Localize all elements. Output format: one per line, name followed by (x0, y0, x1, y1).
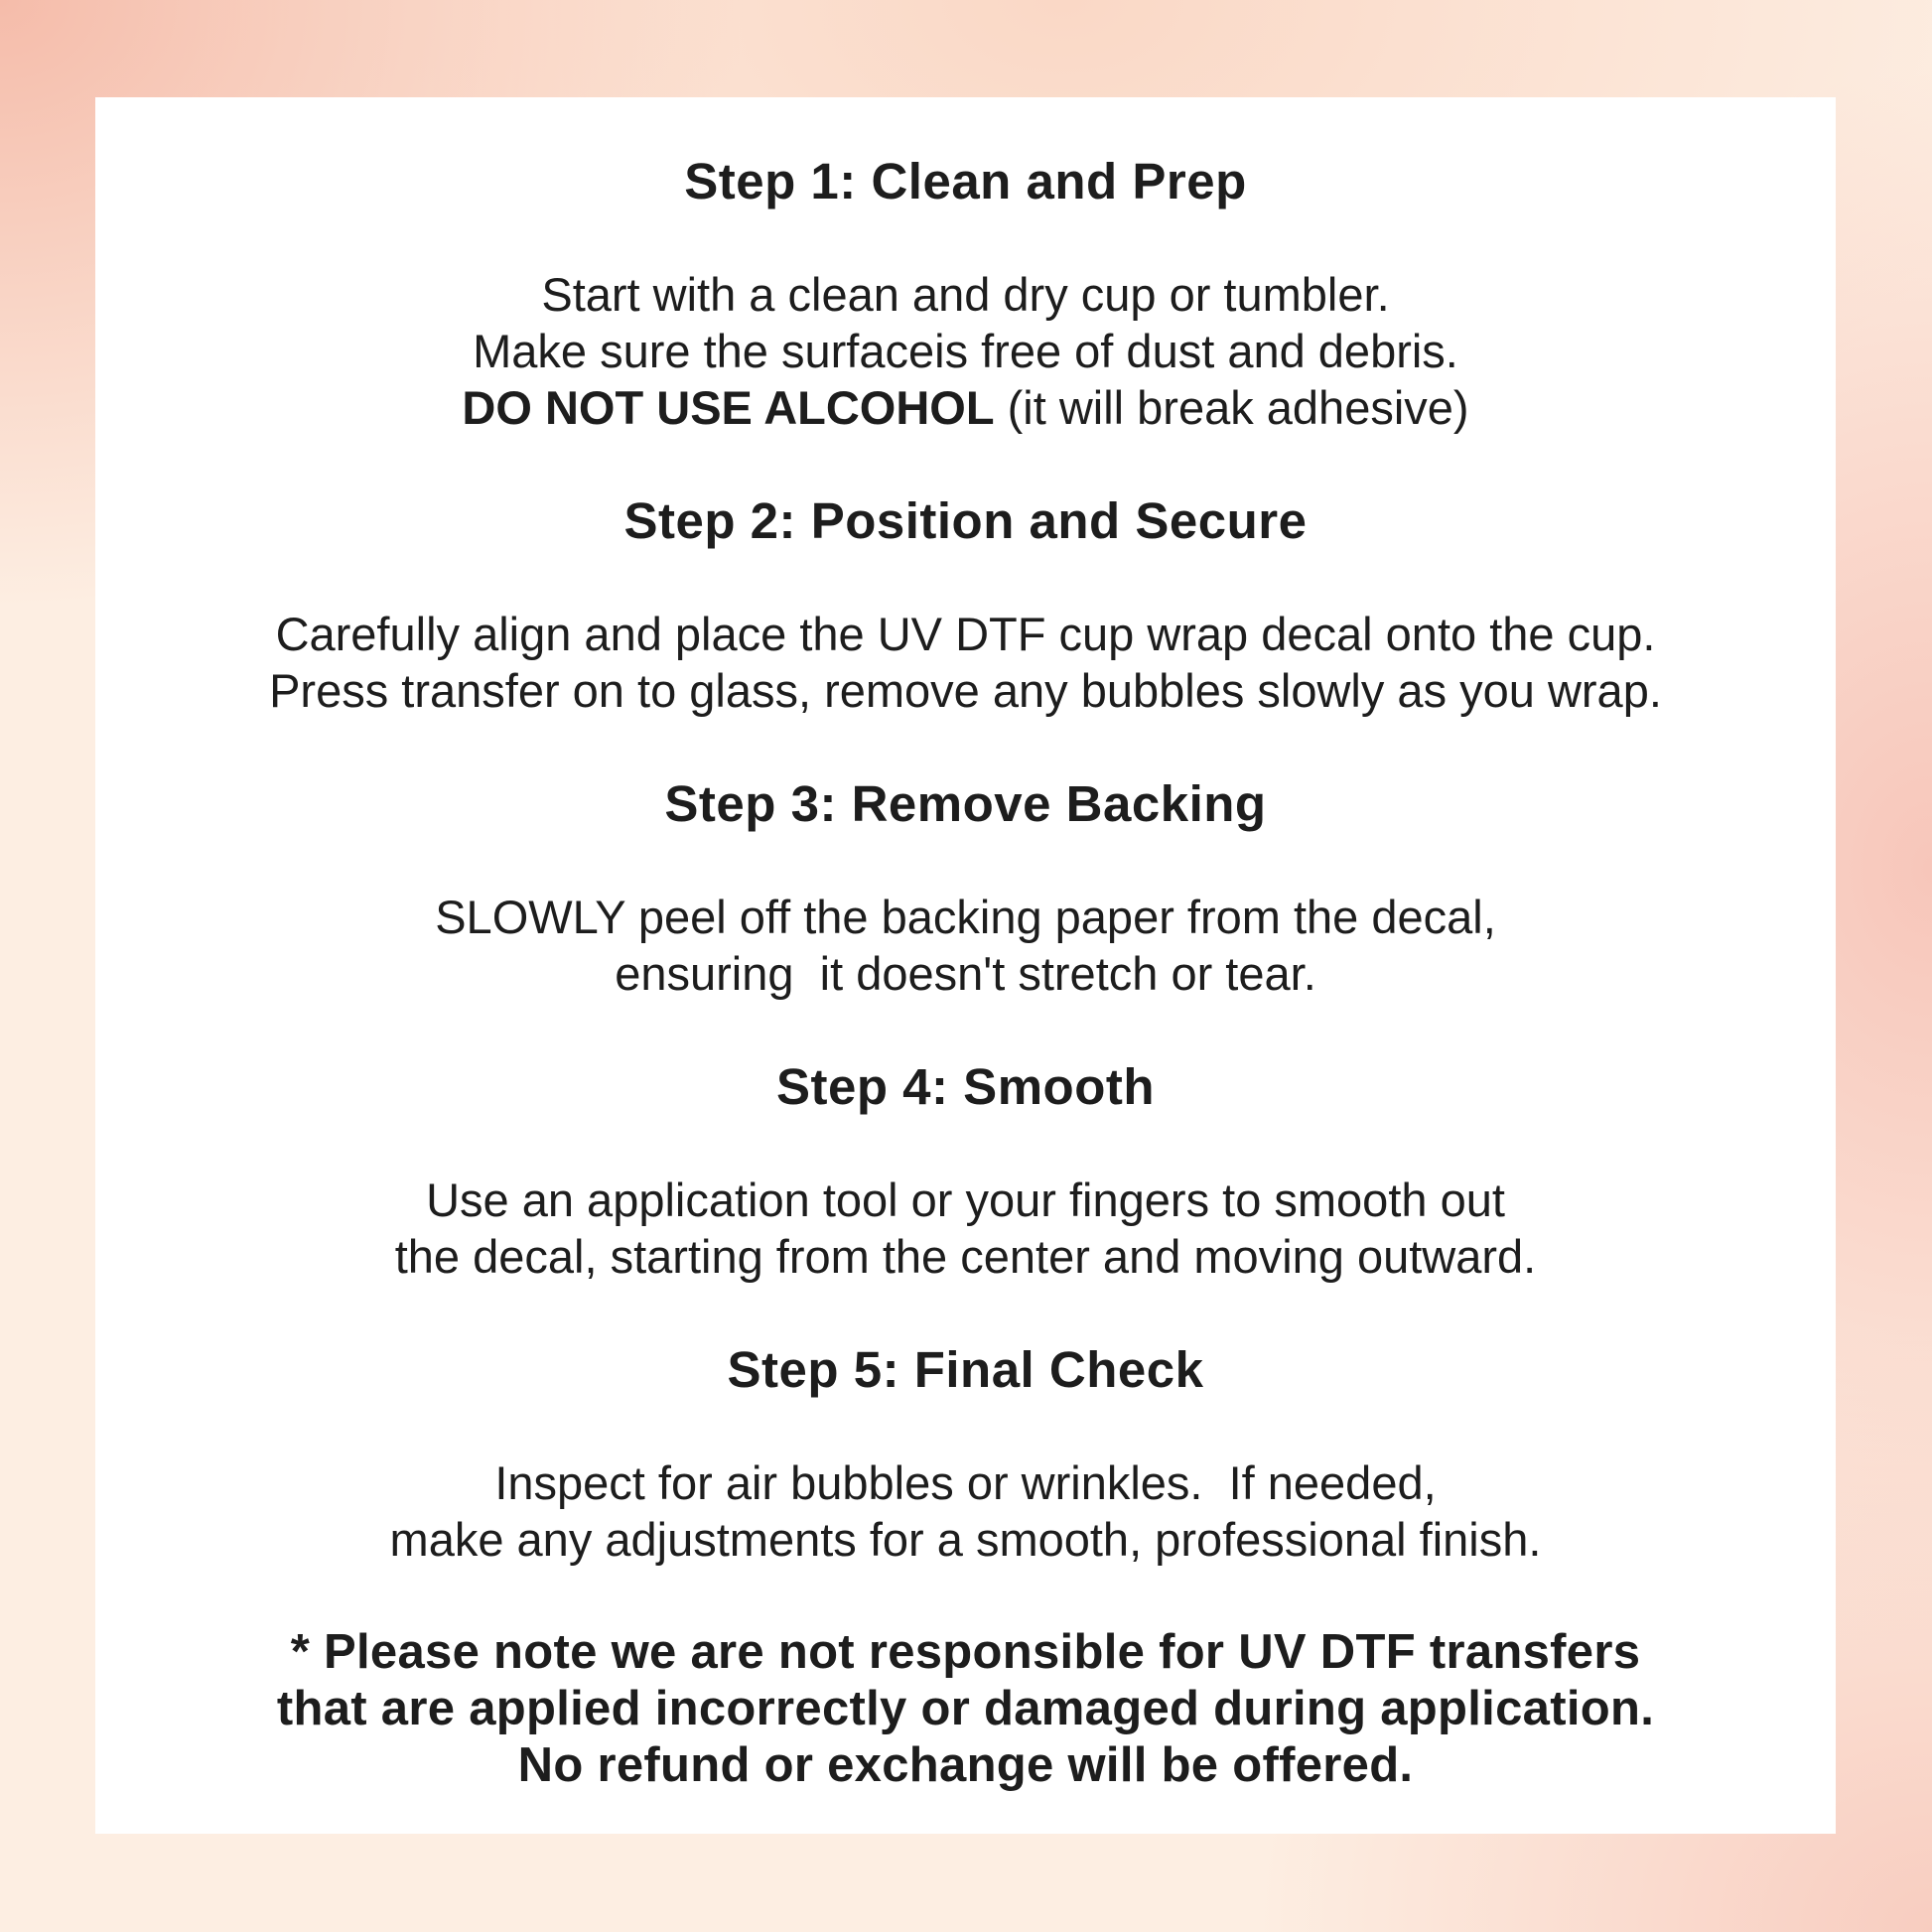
step-3-body (95, 889, 1836, 1002)
step-1-section (95, 153, 1836, 436)
disclaimer-line: that are applied incorrectly or damaged during application. (276, 1682, 1655, 1735)
step-3-heading: Step 3: Remove Backing (664, 775, 1267, 832)
step-2-heading: Step 2: Position and Secure (623, 492, 1308, 549)
disclaimer-note (95, 1624, 1836, 1794)
body-line: SLOWLY peel off the backing paper from the decal, (435, 891, 1496, 943)
step-1-heading: Step 1: Clean and Prep (684, 153, 1247, 209)
body-line: ensuring it doesn't stretch or tear. (615, 947, 1316, 1000)
step-3-section (95, 775, 1836, 1002)
step-4-section (95, 1058, 1836, 1285)
body-line: Start with a clean and dry cup or tumbler. (541, 268, 1390, 321)
body-line: the decal, starting from the center and moving outward. (394, 1230, 1537, 1283)
step-2-body (95, 606, 1836, 719)
body-line: Inspect for air bubbles or wrinkles. If needed, (494, 1456, 1437, 1509)
body-line: Press transfer on to glass, remove any bubbles slowly as you wrap. (269, 664, 1662, 717)
disclaimer-line: No refund or exchange will be offered. (517, 1738, 1414, 1792)
alcohol-warning-rest: (it will break adhesive) (994, 381, 1469, 434)
instruction-card (95, 97, 1836, 1834)
body-line: make any adjustments for a smooth, professional finish. (389, 1513, 1542, 1566)
step-4-heading: Step 4: Smooth (775, 1058, 1155, 1115)
step-4-body (95, 1172, 1836, 1285)
disclaimer-line: * Please note we are not responsible for UV DTF transfers (290, 1625, 1641, 1679)
step-5-heading: Step 5: Final Check (727, 1341, 1204, 1398)
step-2-section (95, 492, 1836, 719)
body-line: Use an application tool or your fingers to smooth out (426, 1173, 1505, 1226)
step-5-section (95, 1341, 1836, 1568)
step-1-body (95, 266, 1836, 436)
alcohol-warning-line (95, 379, 1836, 436)
body-line: Make sure the surfaceis free of dust and debris. (473, 325, 1458, 377)
alcohol-warning-bold: DO NOT USE ALCOHOL (462, 381, 995, 434)
body-line: Carefully align and place the UV DTF cup wrap decal onto the cup. (275, 608, 1656, 660)
step-5-body (95, 1454, 1836, 1568)
